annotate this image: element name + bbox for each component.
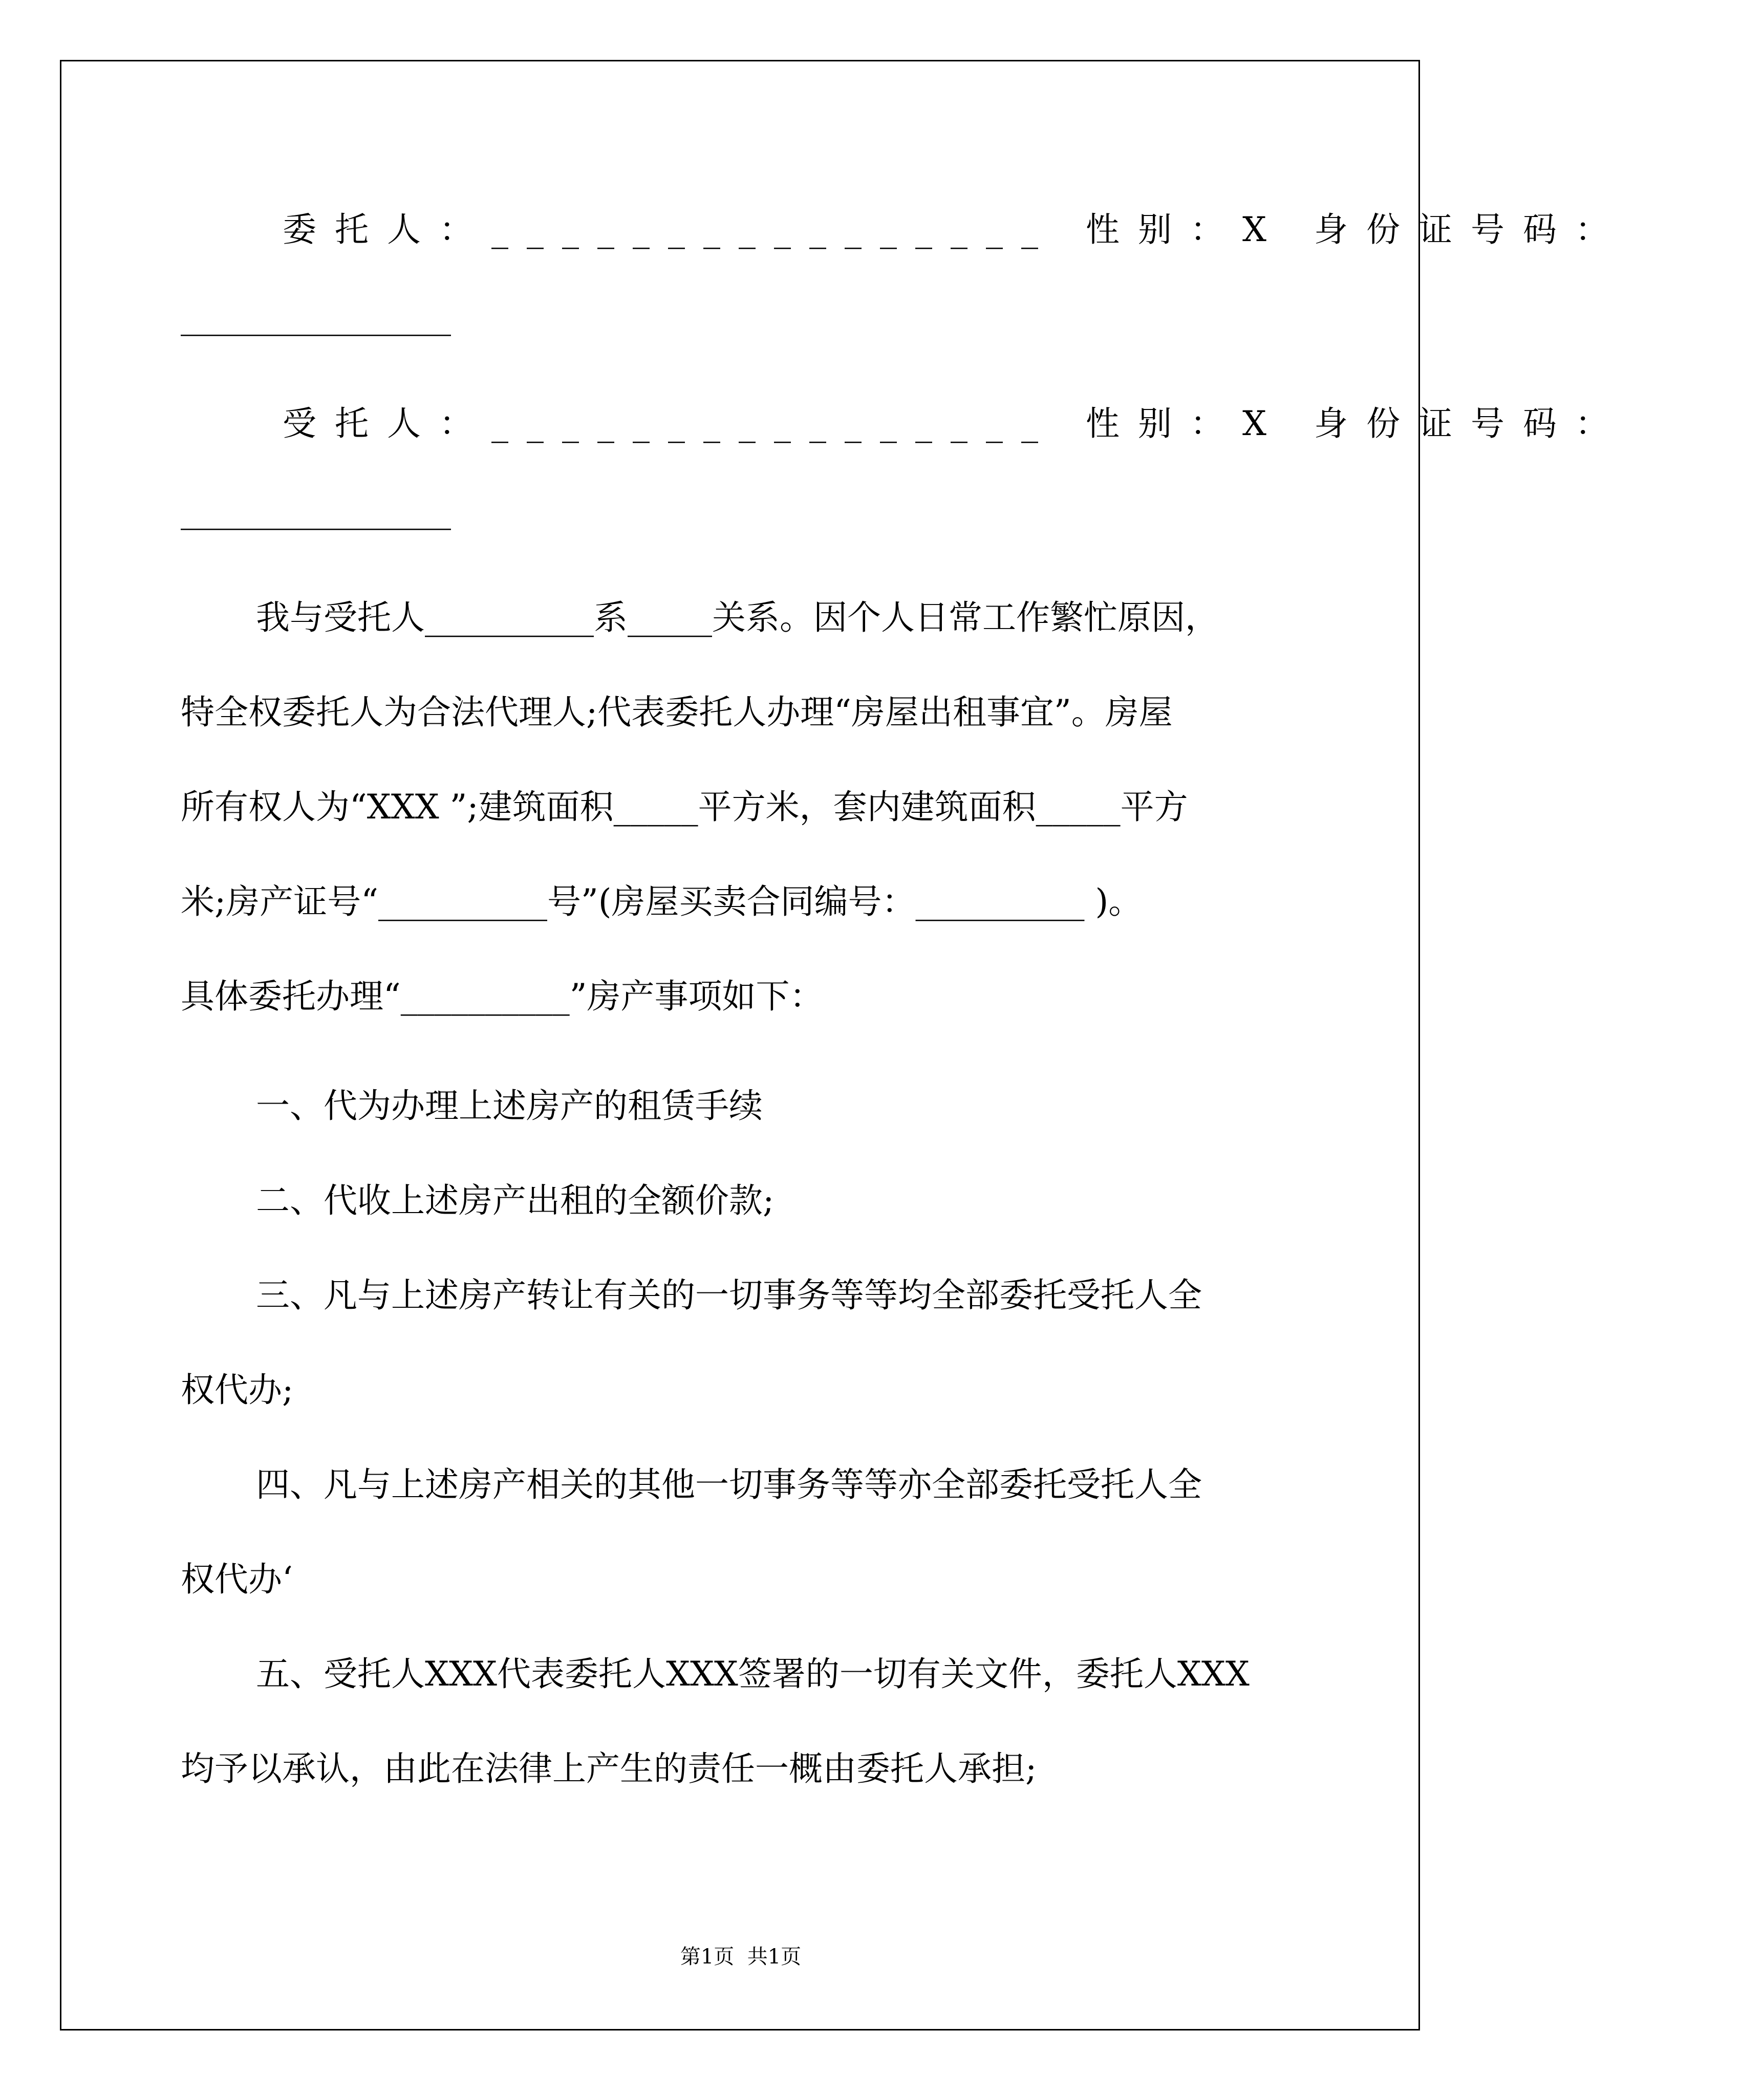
item-3-line-1: 三、凡与上述房产转让有关的一切事务等等均全部委托受托人全 — [256, 1276, 1202, 1315]
body-paragraph-1-line-5: 具体委托办理“__________”房产事项如下： — [181, 977, 824, 1016]
agent-id-blank: ________________ — [181, 491, 451, 530]
body-paragraph-1-line-2: 特全权委托人为合法代理人;代表委托人办理“房屋出租事宜”。房屋 — [181, 693, 1173, 732]
item-2: 二、代收上述房产出租的全额价款; — [256, 1181, 775, 1220]
item-4-line-2: 权代办‘ — [181, 1560, 293, 1599]
page-footer: 第1页 共1页 — [680, 1945, 802, 1969]
item-5-line-1: 五、受托人XXX代表委托人XXX签署的一切有关文件，委托人XXX — [256, 1654, 1250, 1694]
principal-line: 委托人：________________ 性别：X 身份证号码： — [283, 210, 1627, 249]
page-border — [60, 60, 1420, 2031]
body-paragraph-1-line-1: 我与受托人__________系_____关系。因个人日常工作繁忙原因， — [256, 598, 1219, 637]
item-3-line-2: 权代办; — [181, 1370, 294, 1410]
principal-id-blank: ________________ — [181, 297, 451, 336]
agent-line: 受托人：________________ 性别：X 身份证号码： — [283, 404, 1627, 443]
item-4-line-1: 四、凡与上述房产相关的其他一切事务等等亦全部委托受托人全 — [256, 1465, 1202, 1504]
body-paragraph-1-line-3: 所有权人为“XXX ”;建筑面积_____平方米，套内建筑面积_____平方 — [181, 787, 1188, 827]
item-1: 一、代为办理上述房产的租赁手续 — [256, 1086, 763, 1126]
item-5-line-2: 均予以承认，由此在法律上产生的责任一概由委托人承担; — [181, 1749, 1037, 1788]
body-paragraph-1-line-4: 米;房产证号“__________号”(房屋买卖合同编号：__________ )。 — [181, 882, 1143, 921]
